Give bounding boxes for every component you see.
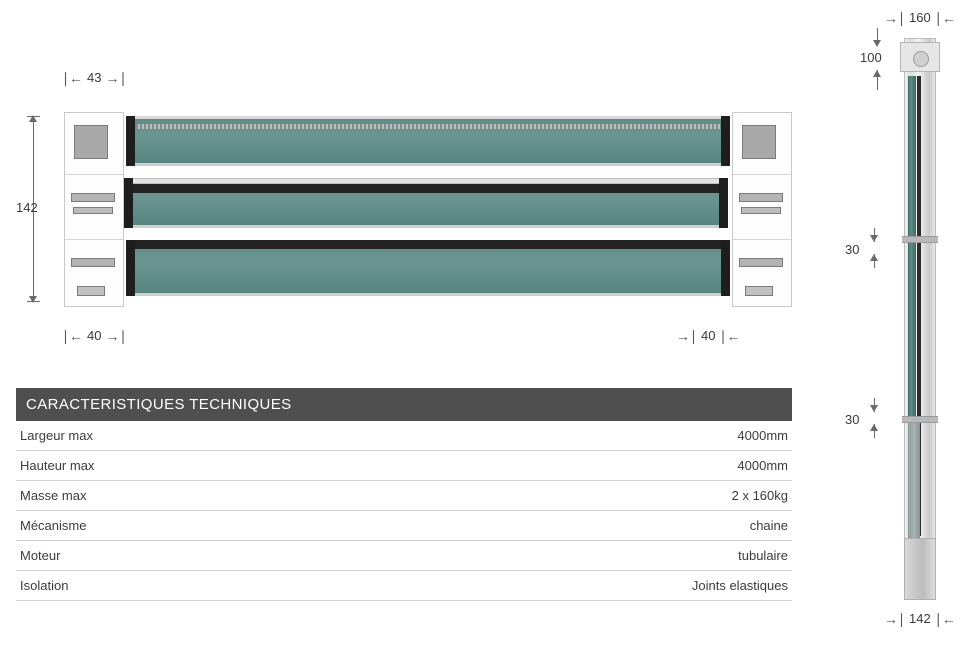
glazed-leaf-2 [124,178,728,228]
row-value: chaine [749,518,788,533]
tubular-motor-head [900,42,940,72]
dimension-tick-left-icon-5: →∣ [884,610,905,627]
row-value: tubulaire [738,548,788,563]
table-header: CARACTERISTIQUES TECHNIQUES [16,388,792,421]
dimension-bottom-right-40 [676,328,740,343]
frame-cell-mid-right [733,175,791,240]
row-label: Isolation [20,578,69,593]
leaf-2-rail-top [124,184,728,193]
table-row [16,421,792,451]
frame-cell-top-right [733,113,791,175]
row-label: Hauteur max [20,458,95,473]
row-value: Joints elastiques [691,578,788,593]
frame-profile-right [732,112,792,307]
dimension-value-142-bottom: 142 [909,611,931,626]
hardware-block-bar-secondary-right [741,207,781,214]
leaf-1-end-left [126,116,135,166]
hardware-block-bar-lower [71,258,115,267]
profile-lower-panel [908,418,920,538]
profile-joint-upper [902,236,938,243]
vertical-profile-drawing [898,38,942,600]
hardware-block-bar [71,193,115,202]
motor-drum-icon [913,51,929,67]
hardware-block-bar-lower-right [739,258,783,267]
arrow-down-icon-100 [873,40,881,47]
table-row [16,481,792,511]
frame-cell-mid-left [65,175,123,240]
row-value: 2 x 160kg [731,488,788,503]
leaf-3-rail-top [126,240,730,249]
leaf-2-end-left [124,178,133,228]
arrow-down-icon-30-lower [870,405,878,412]
row-label: Moteur [20,548,61,563]
frame-profile-left [64,112,124,307]
arrow-up-icon-100 [873,70,881,77]
leaf-3-end-left [126,240,135,296]
dimension-tick-right-icon-3: ∣← [719,327,741,344]
hardware-block-square [74,125,108,159]
table-row [16,571,792,601]
tick-cap-bottom [27,301,40,302]
hardware-block-small [77,286,105,296]
technical-characteristics-table [16,388,792,601]
hardware-block-bar-right [739,193,783,202]
tick-cap-top [27,116,40,117]
row-label: Largeur max [20,428,93,443]
dimension-tick-right-icon-4: ∣← [934,9,956,26]
dimension-value-43: 43 [87,70,102,85]
arrow-up-icon-30-lower [870,424,878,431]
dimension-tick-left-icon-3: →∣ [676,327,697,344]
row-label: Masse max [20,488,87,503]
frame-cell-bottom-left [65,240,123,308]
leaf-1-hatch [136,124,720,129]
glazed-leaf-3 [126,240,730,296]
frame-cell-bottom-right [733,240,791,308]
leaf-1-end-right [721,116,730,166]
dimension-value-30-lower: 30 [845,412,860,427]
frame-cell-top-left [65,113,123,175]
row-value: 4000mm [737,458,788,473]
dimension-value-142: 142 [16,200,38,215]
hardware-block-square-right [742,125,776,159]
hardware-block-small-right [745,286,773,296]
dimension-profile-width-160 [884,10,956,25]
dimension-tick-right-icon-5: ∣← [934,610,956,627]
row-label: Mécanisme [20,518,87,533]
arrow-down-icon-30-upper [870,235,878,242]
dimension-tick-right-icon: →∣ [105,69,127,86]
dimension-bottom-left-40 [62,328,126,343]
dimension-tick-right-icon-2: →∣ [105,327,127,344]
profile-base-section [904,538,936,600]
leaf-2-end-right [719,178,728,228]
row-value: 4000mm [737,428,788,443]
dimension-value-30-upper: 30 [845,242,860,257]
dimension-value-160: 160 [909,10,931,25]
dimension-tick-left-icon-4: →∣ [884,9,905,26]
dimension-tick-left-icon: ∣← [62,69,83,86]
table-row [16,451,792,481]
dimension-tick-left-icon-2: ∣← [62,327,83,344]
hardware-block-bar-secondary [73,207,113,214]
dimension-top-width-43 [62,70,126,85]
leaf-3-end-right [721,240,730,296]
table-row [16,511,792,541]
dimension-value-40-left: 40 [87,328,102,343]
glazed-leaf-1 [126,116,730,166]
arrow-up-icon-30-upper [870,254,878,261]
dimension-value-40-right: 40 [701,328,716,343]
table-row [16,541,792,571]
dimension-profile-width-142 [884,611,956,626]
plan-section-drawing [64,112,792,307]
profile-joint-lower [902,416,938,423]
dimension-value-100: 100 [860,50,882,65]
